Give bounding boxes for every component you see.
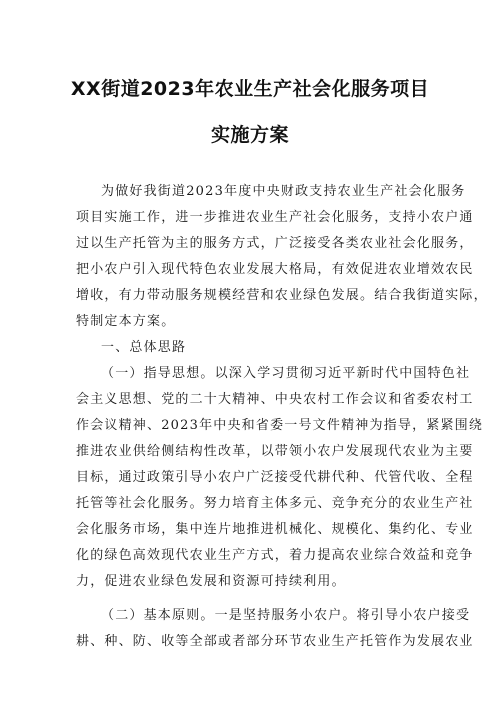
paragraph-line: 耕、种、防、收等全部或者部分环节农业生产托管作为发展农业 bbox=[76, 634, 474, 649]
paragraph-line: 会主义思想、党的二十大精神、中央农村工作会议和省委农村工 bbox=[76, 392, 474, 407]
document-title-line-2: 实施方案 bbox=[210, 124, 289, 146]
paragraph-line: 为做好我街道2023年度中央财政支持农业生产社会化服务 bbox=[101, 184, 466, 199]
paragraph-line: 增收，有力带动服务规模经营和农业绿色发展。结合我街道实际， bbox=[76, 288, 488, 303]
paragraph-line: 会化服务市场，集中连片地推进机械化、规模化、集约化、专业 bbox=[76, 522, 474, 537]
paragraph-line: 把小农户引入现代特色农业发展大格局，有效促进农业增效农民 bbox=[76, 262, 474, 277]
paragraph-line: （一）指导思想。以深入学习贯彻习近平新时代中国特色社 bbox=[101, 366, 471, 381]
section-heading: 一、总体思路 bbox=[101, 340, 187, 355]
paragraph-line: 托管等社会化服务。努力培育主体多元、竞争充分的农业生产社 bbox=[76, 496, 474, 511]
paragraph-line: 化的绿色高效现代农业生产方式，着力提高农业综合效益和竞争 bbox=[76, 548, 474, 563]
paragraph-line: 项目实施工作，进一步推进农业生产社会化服务，支持小农户通 bbox=[76, 210, 474, 225]
paragraph-line: 过以生产托管为主的服务方式，广泛接受各类农业社会化服务， bbox=[76, 236, 474, 251]
paragraph-line: 力，促进农业绿色发展和资源可持续利用。 bbox=[76, 574, 346, 589]
paragraph-line: 作会议精神、2023年中央和省委一号文件精神为指导，紧紧围绕 bbox=[76, 418, 484, 433]
paragraph-line: （二）基本原则。一是坚持服务小农户。将引导小农户接受 bbox=[101, 608, 471, 623]
paragraph-line: 特制定本方案。 bbox=[76, 314, 176, 329]
document-title-line-1: XX街道2023年农业生产社会化服务项目 bbox=[70, 78, 430, 100]
paragraph-line: 目标，通过政策引导小农户广泛接受代耕代种、代管代收、全程 bbox=[76, 470, 474, 485]
paragraph-line: 推进农业供给侧结构性改革，以带领小农户发展现代农业为主要 bbox=[76, 444, 474, 459]
